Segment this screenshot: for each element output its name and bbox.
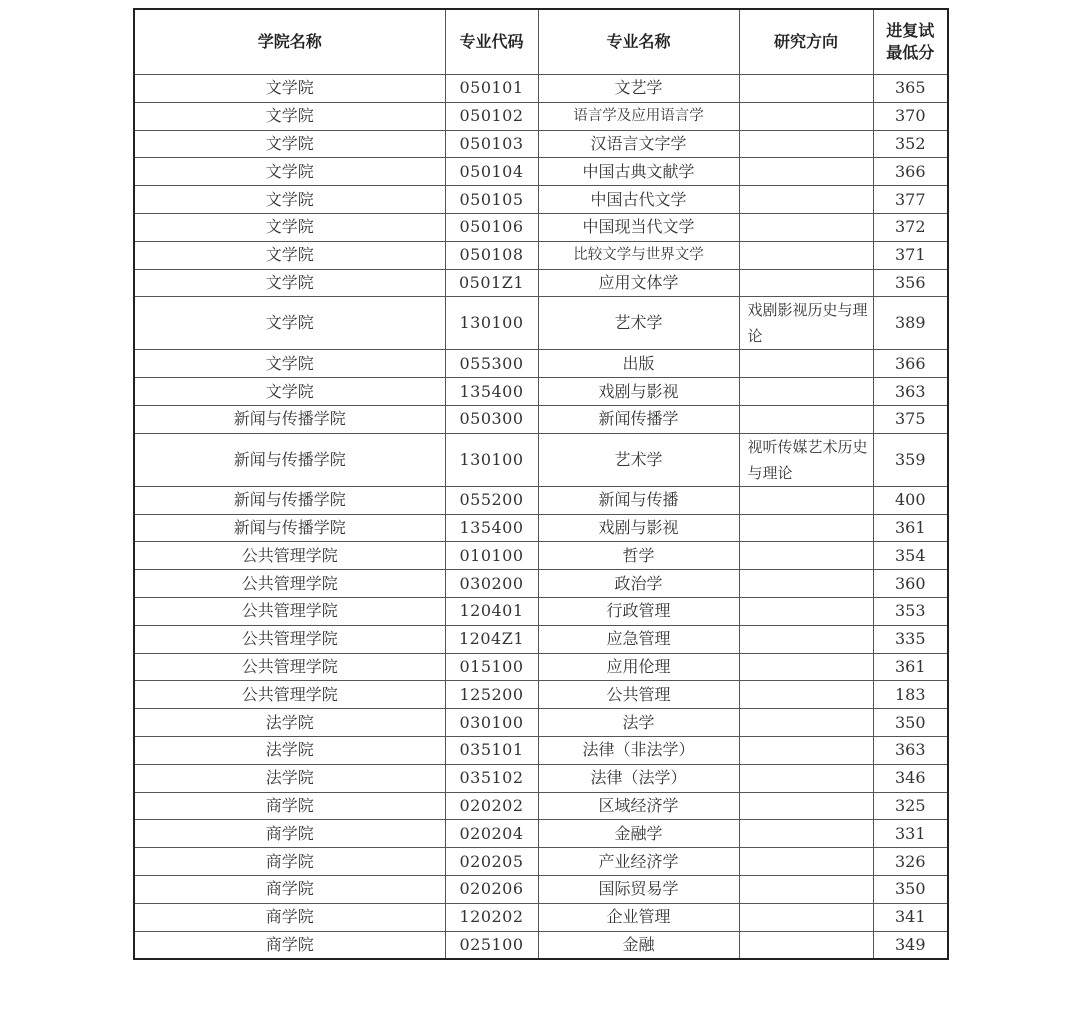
table-row	[134, 875, 948, 903]
cell-score: 350	[873, 709, 948, 737]
cell-direction	[739, 486, 873, 514]
cell-score: 400	[873, 486, 948, 514]
table-row	[134, 213, 948, 241]
cell-code: 135400	[445, 378, 538, 406]
cell-score: 341	[873, 903, 948, 931]
table-row	[134, 433, 948, 486]
cell-major: 应急管理	[538, 625, 739, 653]
cell-major: 金融学	[538, 820, 739, 848]
cell-code: 030200	[445, 570, 538, 598]
cell-college: 新闻与传播学院	[134, 405, 445, 433]
cell-major: 语言学及应用语言学	[538, 102, 739, 130]
table-row	[134, 848, 948, 876]
cell-direction	[739, 709, 873, 737]
cell-direction	[739, 597, 873, 625]
table-row	[134, 405, 948, 433]
cell-score: 375	[873, 405, 948, 433]
table-row	[134, 597, 948, 625]
table-row	[134, 297, 948, 350]
cell-major: 艺术学	[538, 297, 739, 350]
cell-code: 030100	[445, 709, 538, 737]
table-row	[134, 570, 948, 598]
cell-college: 商学院	[134, 875, 445, 903]
cell-score: 389	[873, 297, 948, 350]
cell-code: 050108	[445, 241, 538, 269]
cell-score: 350	[873, 875, 948, 903]
cell-direction	[739, 653, 873, 681]
header-score-label: 进复试最低分	[886, 21, 935, 62]
cell-direction	[739, 736, 873, 764]
cell-college: 文学院	[134, 102, 445, 130]
cell-major: 文艺学	[538, 75, 739, 103]
cell-major: 行政管理	[538, 597, 739, 625]
table-row	[134, 186, 948, 214]
cell-score: 366	[873, 350, 948, 378]
cell-code: 050106	[445, 213, 538, 241]
cell-major: 戏剧与影视	[538, 514, 739, 542]
cell-college: 商学院	[134, 903, 445, 931]
cell-direction	[739, 514, 873, 542]
cell-score: 366	[873, 158, 948, 186]
cell-direction	[739, 792, 873, 820]
cell-college: 商学院	[134, 848, 445, 876]
cell-direction	[739, 848, 873, 876]
cell-direction	[739, 542, 873, 570]
cell-score: 325	[873, 792, 948, 820]
cell-code: 020205	[445, 848, 538, 876]
cell-score: 354	[873, 542, 948, 570]
cell-college: 文学院	[134, 158, 445, 186]
table-row	[134, 709, 948, 737]
cell-score: 361	[873, 653, 948, 681]
cell-score: 359	[873, 433, 948, 486]
cell-major: 戏剧与影视	[538, 378, 739, 406]
table-row	[134, 820, 948, 848]
table-row	[134, 625, 948, 653]
table-row	[134, 653, 948, 681]
cell-code: 135400	[445, 514, 538, 542]
cell-code: 050300	[445, 405, 538, 433]
cell-code: 130100	[445, 297, 538, 350]
cell-score: 352	[873, 130, 948, 158]
cell-college: 文学院	[134, 297, 445, 350]
cell-direction	[739, 130, 873, 158]
cell-code: 055200	[445, 486, 538, 514]
cell-code: 035102	[445, 764, 538, 792]
cell-direction	[739, 903, 873, 931]
cell-major: 金融	[538, 931, 739, 959]
header-college: 学院名称	[134, 9, 445, 75]
cell-code: 020204	[445, 820, 538, 848]
header-score	[873, 9, 948, 75]
cell-college: 公共管理学院	[134, 597, 445, 625]
cell-college: 公共管理学院	[134, 625, 445, 653]
table-row	[134, 158, 948, 186]
cell-score: 370	[873, 102, 948, 130]
cell-college: 文学院	[134, 350, 445, 378]
header-major: 专业名称	[538, 9, 739, 75]
cell-code: 0501Z1	[445, 269, 538, 297]
cell-college: 法学院	[134, 736, 445, 764]
cell-college: 文学院	[134, 213, 445, 241]
cell-score: 363	[873, 736, 948, 764]
table-row	[134, 681, 948, 709]
cell-code: 020206	[445, 875, 538, 903]
cell-score: 377	[873, 186, 948, 214]
cell-major: 产业经济学	[538, 848, 739, 876]
cell-major: 出版	[538, 350, 739, 378]
cell-major: 企业管理	[538, 903, 739, 931]
cell-code: 020202	[445, 792, 538, 820]
cell-direction	[739, 213, 873, 241]
cell-score: 371	[873, 241, 948, 269]
cell-direction	[739, 764, 873, 792]
cell-college: 文学院	[134, 269, 445, 297]
cell-major: 应用文体学	[538, 269, 739, 297]
cell-score: 361	[873, 514, 948, 542]
table-row	[134, 486, 948, 514]
table-row	[134, 764, 948, 792]
cell-score: 331	[873, 820, 948, 848]
cell-college: 新闻与传播学院	[134, 514, 445, 542]
cell-score: 335	[873, 625, 948, 653]
cell-code: 050103	[445, 130, 538, 158]
cell-code: 015100	[445, 653, 538, 681]
cell-college: 公共管理学院	[134, 653, 445, 681]
table-row	[134, 903, 948, 931]
header-row	[134, 9, 948, 75]
cell-code: 025100	[445, 931, 538, 959]
cell-score: 372	[873, 213, 948, 241]
cell-college: 商学院	[134, 792, 445, 820]
cell-direction	[739, 186, 873, 214]
cell-major: 中国古代文学	[538, 186, 739, 214]
table-row	[134, 130, 948, 158]
cell-direction	[739, 931, 873, 959]
cell-college: 法学院	[134, 764, 445, 792]
cell-direction: 视听传媒艺术历史与理论	[739, 433, 873, 486]
cell-college: 文学院	[134, 241, 445, 269]
table-row	[134, 102, 948, 130]
cell-direction	[739, 625, 873, 653]
cell-code: 050104	[445, 158, 538, 186]
cell-college: 文学院	[134, 75, 445, 103]
cell-direction	[739, 241, 873, 269]
cell-major: 中国现当代文学	[538, 213, 739, 241]
cell-major: 中国古典文献学	[538, 158, 739, 186]
cell-major: 国际贸易学	[538, 875, 739, 903]
cell-score: 346	[873, 764, 948, 792]
cell-code: 120401	[445, 597, 538, 625]
cell-major: 公共管理	[538, 681, 739, 709]
cell-college: 法学院	[134, 709, 445, 737]
cell-direction	[739, 269, 873, 297]
cell-score: 183	[873, 681, 948, 709]
cell-direction	[739, 75, 873, 103]
cell-major: 法学	[538, 709, 739, 737]
cell-direction	[739, 378, 873, 406]
cell-code: 050101	[445, 75, 538, 103]
cell-college: 文学院	[134, 130, 445, 158]
table-row	[134, 736, 948, 764]
table-row	[134, 269, 948, 297]
score-table	[133, 8, 949, 960]
cell-score: 356	[873, 269, 948, 297]
cell-college: 文学院	[134, 186, 445, 214]
cell-code: 120202	[445, 903, 538, 931]
cell-direction	[739, 405, 873, 433]
cell-major: 区域经济学	[538, 792, 739, 820]
cell-college: 商学院	[134, 931, 445, 959]
header-code: 专业代码	[445, 9, 538, 75]
cell-score: 363	[873, 378, 948, 406]
cell-college: 商学院	[134, 820, 445, 848]
header-direction: 研究方向	[739, 9, 873, 75]
cell-major: 政治学	[538, 570, 739, 598]
cell-score: 365	[873, 75, 948, 103]
cell-code: 125200	[445, 681, 538, 709]
cell-major: 新闻与传播	[538, 486, 739, 514]
cell-direction	[739, 820, 873, 848]
cell-major: 哲学	[538, 542, 739, 570]
cell-direction	[739, 350, 873, 378]
table-body	[134, 75, 948, 960]
cell-major: 法律（法学）	[538, 764, 739, 792]
cell-college: 公共管理学院	[134, 681, 445, 709]
cell-code: 010100	[445, 542, 538, 570]
table-row	[134, 542, 948, 570]
cell-major: 应用伦理	[538, 653, 739, 681]
cell-code: 130100	[445, 433, 538, 486]
table-row	[134, 378, 948, 406]
cell-direction	[739, 102, 873, 130]
cell-score: 349	[873, 931, 948, 959]
cell-college: 公共管理学院	[134, 570, 445, 598]
cell-direction: 戏剧影视历史与理论	[739, 297, 873, 350]
cell-code: 035101	[445, 736, 538, 764]
table-row	[134, 241, 948, 269]
cell-direction	[739, 158, 873, 186]
table-row	[134, 514, 948, 542]
cell-code: 1204Z1	[445, 625, 538, 653]
cell-major: 法律（非法学）	[538, 736, 739, 764]
cell-direction	[739, 681, 873, 709]
table-row	[134, 350, 948, 378]
cell-code: 050102	[445, 102, 538, 130]
cell-major: 新闻传播学	[538, 405, 739, 433]
cell-score: 326	[873, 848, 948, 876]
cell-code: 055300	[445, 350, 538, 378]
cell-score: 353	[873, 597, 948, 625]
cell-direction	[739, 570, 873, 598]
cell-major: 艺术学	[538, 433, 739, 486]
cell-code: 050105	[445, 186, 538, 214]
cell-college: 新闻与传播学院	[134, 433, 445, 486]
table-row	[134, 931, 948, 959]
cell-major: 汉语言文字学	[538, 130, 739, 158]
cell-college: 文学院	[134, 378, 445, 406]
cell-college: 公共管理学院	[134, 542, 445, 570]
cell-direction	[739, 875, 873, 903]
cell-score: 360	[873, 570, 948, 598]
table-row	[134, 792, 948, 820]
table-row	[134, 75, 948, 103]
cell-college: 新闻与传播学院	[134, 486, 445, 514]
cell-major: 比较文学与世界文学	[538, 241, 739, 269]
